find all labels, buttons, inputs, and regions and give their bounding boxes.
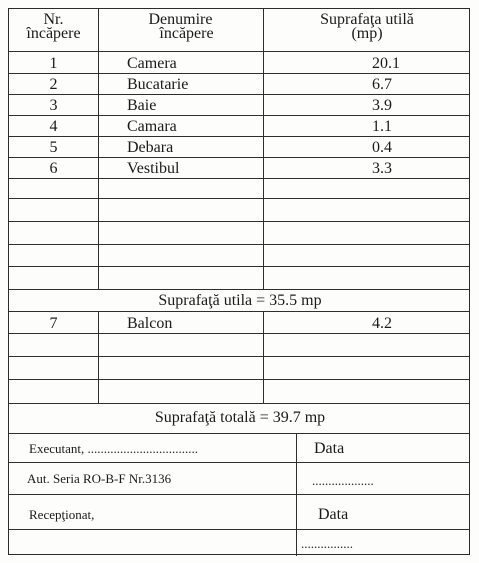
row-line xyxy=(9,73,469,74)
header-name: Denumire încăpere xyxy=(148,11,214,42)
date-dots: ................ xyxy=(301,536,353,551)
receptionat-label: Recepţionat, xyxy=(29,507,95,522)
authorization-label: Aut. Seria RO-B-F Nr.3136 xyxy=(27,471,172,486)
row-line xyxy=(9,198,469,199)
executant-label: Executant, .................................. xyxy=(29,441,198,456)
header-divider xyxy=(9,51,469,52)
room-area-table xyxy=(8,8,470,555)
date-dots: ................... xyxy=(312,473,374,488)
room-name: Camara xyxy=(127,118,177,135)
row-line xyxy=(9,136,469,137)
room-nr: 6 xyxy=(49,160,58,177)
column-divider xyxy=(263,9,264,289)
room-area: 3.3 xyxy=(372,160,392,177)
row-line xyxy=(9,266,469,267)
balcony-area: 4.2 xyxy=(372,315,392,332)
room-name: Vestibul xyxy=(127,160,180,177)
column-divider xyxy=(98,9,99,289)
room-nr: 3 xyxy=(49,97,58,114)
column-divider xyxy=(263,311,264,403)
row-line xyxy=(9,178,469,179)
header-area: Suprafaţa utilă (mp) xyxy=(320,11,414,42)
row-line xyxy=(9,356,469,357)
room-nr: 5 xyxy=(49,139,58,156)
balcony-name: Balcon xyxy=(127,315,173,332)
subtotal-bottom-line xyxy=(9,311,469,312)
row-line xyxy=(9,244,469,245)
row-line xyxy=(9,379,469,380)
balcony-nr: 7 xyxy=(49,315,58,332)
footer-line xyxy=(9,494,469,495)
row-line xyxy=(9,333,469,334)
room-area: 1.1 xyxy=(372,118,392,135)
subtotal-top-line xyxy=(9,289,469,290)
total-area: Suprafaţă totală = 39.7 mp xyxy=(154,409,326,426)
room-area: 0.4 xyxy=(372,139,392,156)
room-area: 20.1 xyxy=(372,55,400,72)
row-line xyxy=(9,157,469,158)
column-divider xyxy=(98,311,99,403)
date-label: Data xyxy=(314,440,345,457)
row-line xyxy=(9,115,469,116)
row-line xyxy=(9,221,469,222)
room-nr: 2 xyxy=(49,76,58,93)
room-name: Debara xyxy=(127,139,174,156)
header-nr: Nr. încăpere xyxy=(26,11,81,42)
room-nr: 1 xyxy=(49,55,58,72)
room-name: Camera xyxy=(127,55,177,72)
footer-line xyxy=(9,529,469,530)
total-bottom-line xyxy=(9,433,469,434)
footer-line xyxy=(9,462,469,463)
room-area: 6.7 xyxy=(372,76,392,93)
subtotal-area: Suprafaţă utila = 35.5 mp xyxy=(158,292,322,309)
row-line xyxy=(9,94,469,95)
room-name: Bucatarie xyxy=(127,76,189,93)
room-area: 3.9 xyxy=(372,97,392,114)
room-nr: 4 xyxy=(49,118,58,135)
date-label: Data xyxy=(318,506,349,523)
footer-column-divider xyxy=(296,433,297,556)
total-top-line xyxy=(9,403,469,404)
room-name: Baie xyxy=(127,97,157,114)
